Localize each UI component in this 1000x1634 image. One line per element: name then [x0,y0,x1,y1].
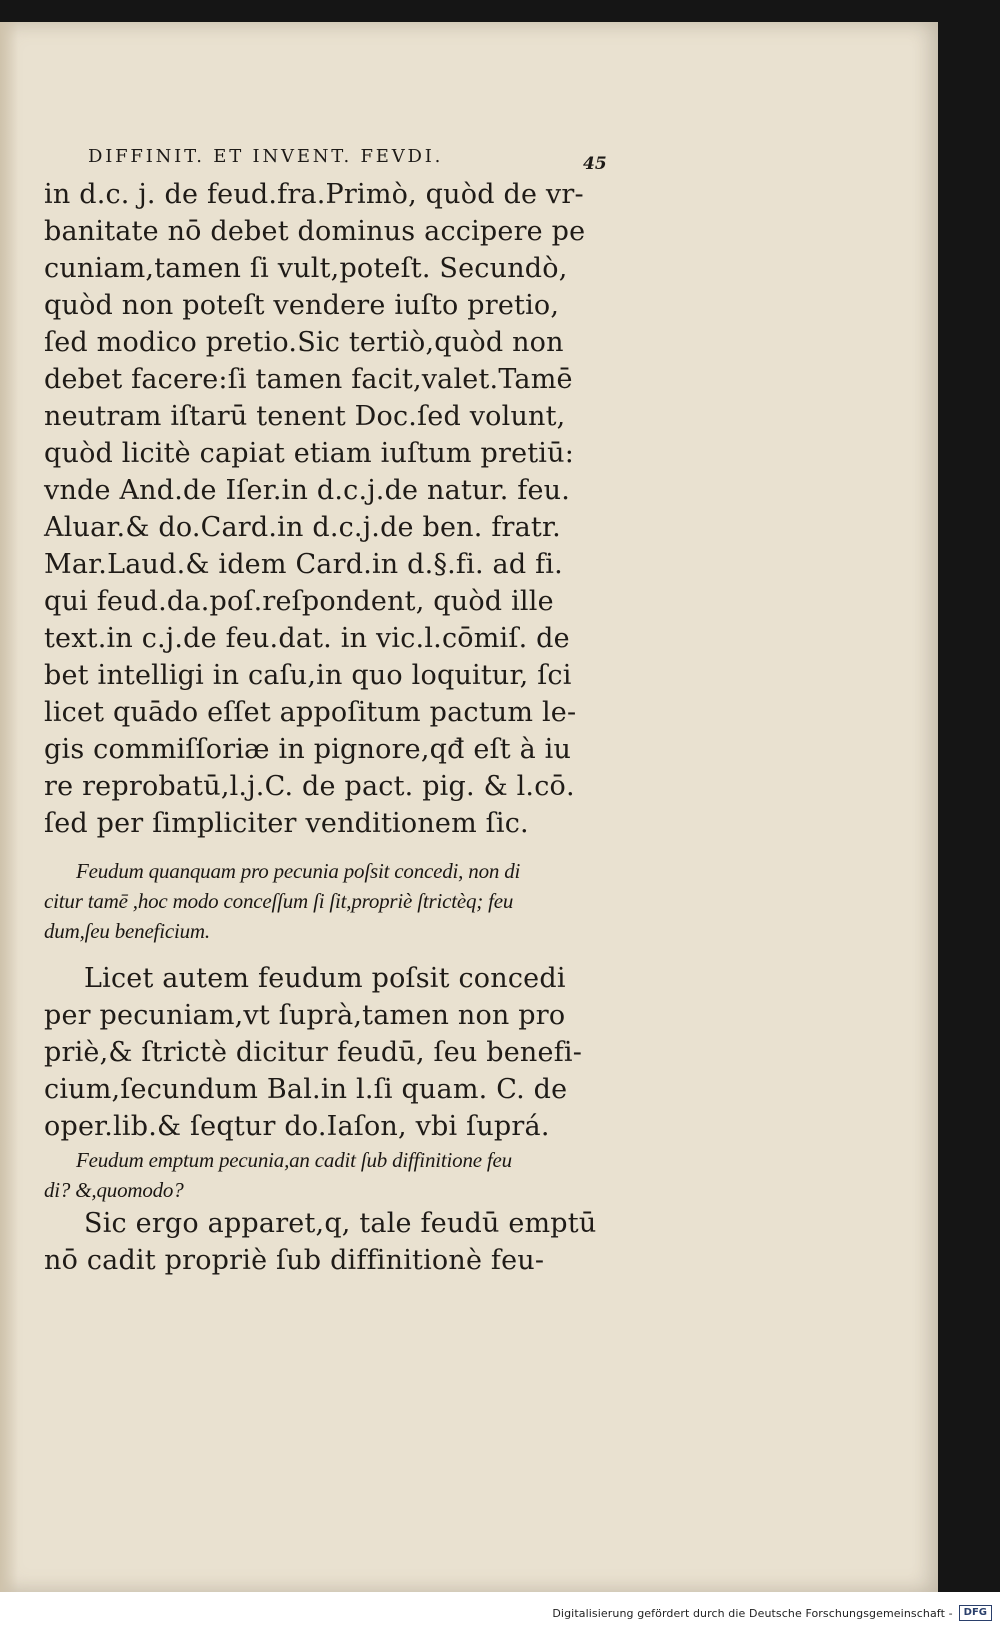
running-title: DIFFINIT. ET INVENT. FEVDI. [88,146,444,167]
text-line: cuniam,tamen ſi vult,poteſt. Secundò, [44,253,568,284]
text-line: vnde And.de Iſer.in d.c.j.de natur. feu. [44,475,570,506]
book-page [0,22,938,1592]
text-line: debet facere:ſi tamen facit,valet.Tamē [44,364,573,395]
spacer [44,946,604,960]
text-line: in d.c. j. de feud.fra.Primò, quòd de vr- [44,179,584,210]
text-line: Licet autem feudum poſsit concedi [84,963,566,994]
text-line: cium,ſecundum Bal.in l.ſi quam. C. de [44,1074,568,1105]
text-line: Sic ergo apparet,q, tale feudū emptū [84,1208,597,1239]
funding-note: Digitalisierung gefördert durch die Deutsche Forschungsgemeinschaft - [552,1606,953,1620]
text-line: re reprobatū,l.j.C. de pact. pig. & l.cō. [44,771,575,802]
text-line: ſed per ſimpliciter venditionem ſic. [44,808,529,839]
spacer [44,842,604,856]
text-line: licet quādo eſſet appoſitum pactum le- [44,697,577,728]
text-line: priè,& ſtrictè dicitur feudū, ſeu benefi- [44,1037,583,1068]
text-line: text.in c.j.de feu.dat. in vic.l.cōmiſ. de [44,623,570,654]
marginal-note-line: citur tamē ,hoc modo conceſſum ſi ſit,propriè ſtrictèq; feu [44,889,514,913]
text-line: oper.lib.& ſeqtur do.Iaſon, vbi ſuprá. [44,1111,550,1142]
marginal-note-line: Feudum quanquam pro pecunia poſsit concedi, non di [76,859,521,883]
text-line: quòd licitè capiat etiam iuſtum pretiū: [44,438,575,469]
text-line: gis commiſſoriæ in pignore,qđ eſt à iu [44,734,572,765]
text-line: quòd non poteſt vendere iuſto pretio, [44,290,560,321]
text-line: Mar.Laud.& idem Card.in d.§.fi. ad fi. [44,549,563,580]
text-line: neutram iſtarū tenent Doc.ſed volunt, [44,401,566,432]
marginal-note-line: Feudum emptum pecunia,an cadit ſub diffinitione feu [76,1148,512,1172]
marginal-note-line: dum,ſeu beneficium. [44,919,210,943]
text-line: Aluar.& do.Card.in d.c.j.de ben. fratr. [44,512,561,543]
text-line: bet intelligi in caſu,in quo loquitur, ſci [44,660,572,691]
text-line: nō cadit propriè ſub diffinitionè feu- [44,1245,545,1276]
marginal-note-line: di? &,quomodo? [44,1178,184,1202]
text-line: ſed modico pretio.Sic tertiò,quòd non [44,327,564,358]
text-line: banitate nō debet dominus accipere pe [44,216,586,247]
dfg-logo: DFG [959,1605,992,1621]
folio-number: 45 [583,154,607,174]
main-text [44,176,604,1279]
text-line: qui feud.da.poſ.reſpondent, quòd ille [44,586,554,617]
footer-bar [0,1592,1000,1634]
text-line: per pecuniam,vt ſuprà,tamen non pro [44,1000,566,1031]
